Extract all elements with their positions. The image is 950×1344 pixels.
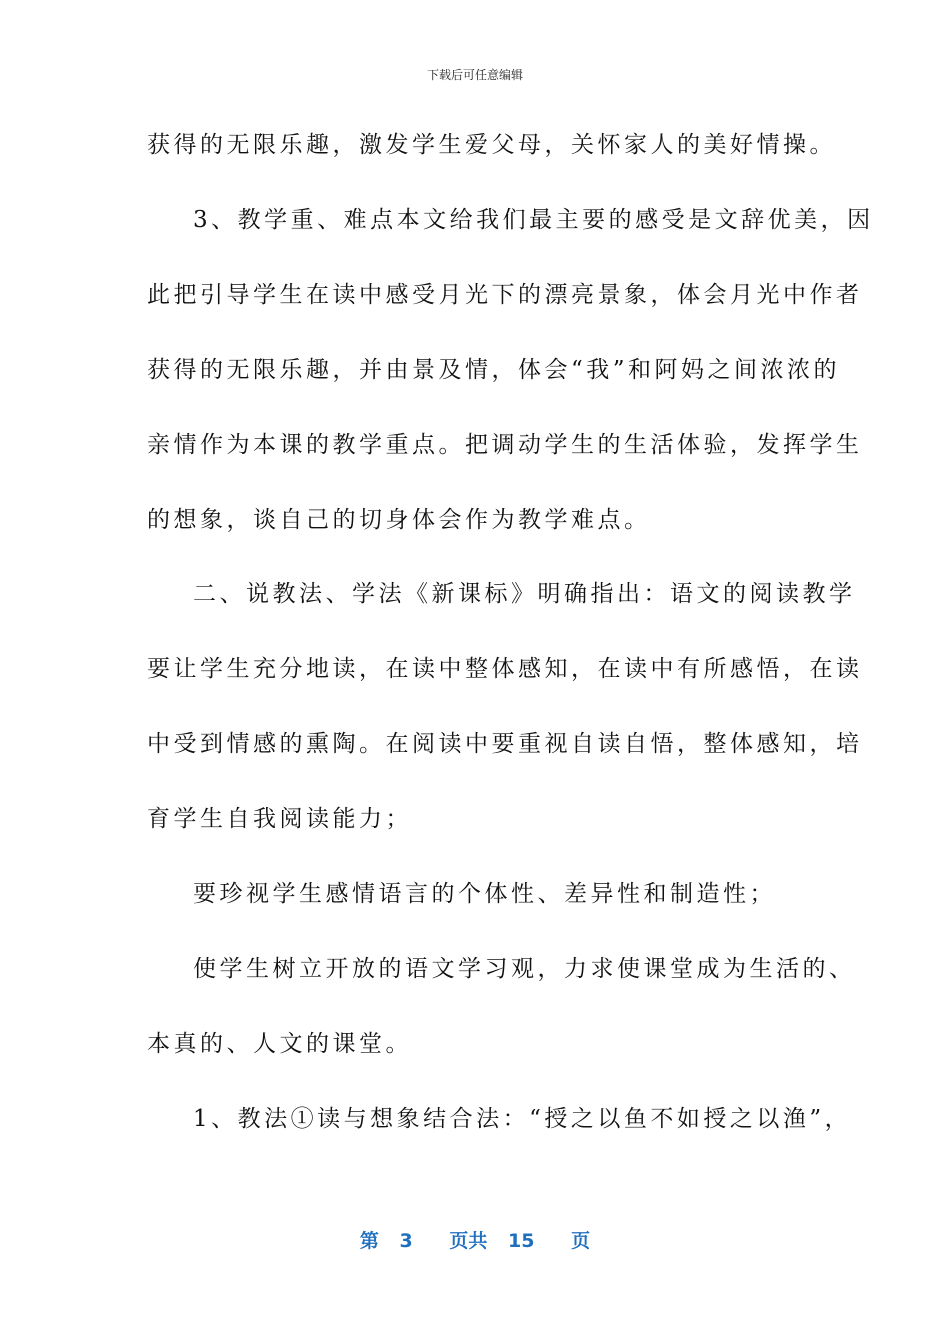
footer-prefix: 第	[359, 1230, 379, 1252]
header-note: 下载后可任意编辑	[426, 68, 523, 82]
footer-middle: 页共	[449, 1230, 488, 1252]
text-line-1: 获得的无限乐趣，激发学生爱父母，关怀家人的美好情操。	[147, 132, 836, 158]
text-line-5: 亲情作为本课的教学重点。把调动学生的生活体验，发挥学生	[147, 432, 863, 458]
text-line-9: 中受到情感的熏陶。在阅读中要重视自读自悟，整体感知，培	[147, 731, 863, 757]
text-line-11: 要珍视学生感情语言的个体性、差异性和制造性；	[193, 881, 776, 907]
text-line-13: 本真的、人文的课堂。	[147, 1031, 412, 1057]
text-line-2: 3、教学重、难点本文给我们最主要的感受是文辞优美，因	[193, 207, 874, 233]
footer-suffix: 页	[571, 1230, 591, 1252]
footer-page-number: 3	[399, 1230, 413, 1252]
text-line-6: 的想象，谈自己的切身体会作为教学难点。	[147, 507, 651, 533]
text-line-4: 获得的无限乐趣，并由景及情，体会“我”和阿妈之间浓浓的	[147, 357, 841, 383]
text-line-10: 育学生自我阅读能力；	[147, 806, 412, 832]
footer-total-pages: 15	[508, 1230, 535, 1252]
text-line-8: 要让学生充分地读，在读中整体感知，在读中有所感悟，在读	[147, 656, 863, 682]
text-line-14: 1、教法①读与想象结合法：“授之以鱼不如授之以渔”，	[193, 1106, 852, 1132]
text-line-7: 二、说教法、学法《新课标》明确指出：语文的阅读教学	[193, 581, 856, 607]
text-line-3: 此把引导学生在读中感受月光下的漂亮景象，体会月光中作者	[147, 282, 863, 308]
text-line-12: 使学生树立开放的语文学习观，力求使课堂成为生活的、	[193, 956, 856, 982]
page-footer	[0, 1226, 950, 1253]
